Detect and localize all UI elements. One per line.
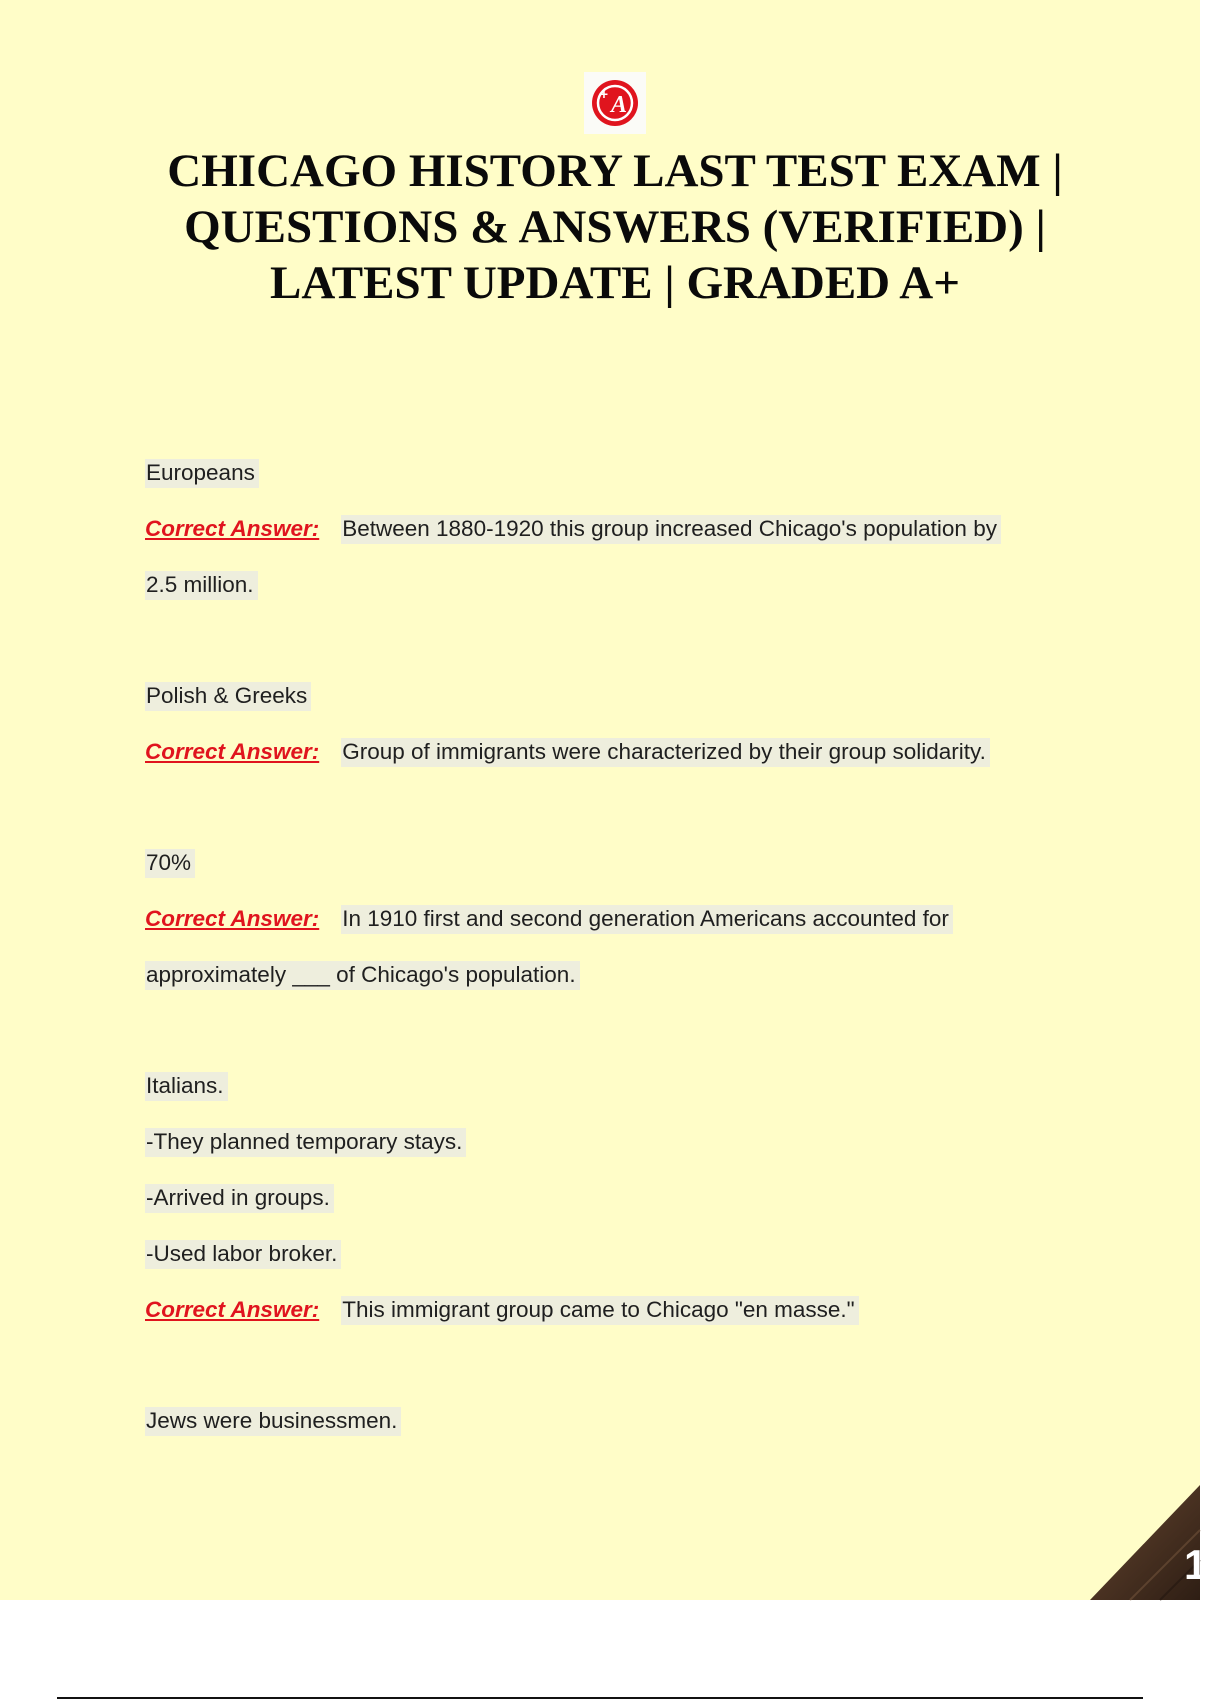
- answer-text: 2.5 million.: [145, 571, 258, 600]
- answer-text: This immigrant group came to Chicago "en masse.": [341, 1296, 858, 1325]
- question-line: [145, 1226, 1075, 1282]
- question-text: Jews were businessmen.: [145, 1407, 401, 1436]
- answer-text: approximately ___ of Chicago's population.: [145, 961, 580, 990]
- answer-line: [145, 724, 1075, 780]
- a-plus-badge-icon: [584, 72, 646, 134]
- question-text: 70%: [145, 849, 195, 878]
- answer-text: Between 1880-1920 this group increased Chicago's population by: [341, 515, 1001, 544]
- answer-line: [145, 891, 1075, 947]
- svg-text:+: +: [599, 86, 609, 102]
- question-line: [145, 668, 1075, 724]
- answer-line: [145, 501, 1075, 557]
- question-line: [145, 1393, 1075, 1449]
- correct-answer-label: Correct Answer:: [145, 739, 320, 764]
- question-line: [145, 835, 1075, 891]
- question-line: [145, 1058, 1075, 1114]
- item-separator: [145, 613, 1075, 668]
- item-separator: [145, 1003, 1075, 1058]
- question-text: -They planned temporary stays.: [145, 1128, 466, 1157]
- correct-answer-label: Correct Answer:: [145, 906, 320, 931]
- question-text: -Arrived in groups.: [145, 1184, 334, 1213]
- item-separator: [145, 1338, 1075, 1393]
- title-line: LATEST UPDATE | GRADED A+: [269, 257, 961, 309]
- question-line: [145, 1170, 1075, 1226]
- answer-line: [145, 947, 1075, 1003]
- title-line: QUESTIONS & ANSWERS (VERIFIED) |: [184, 201, 1046, 253]
- qa-list: [145, 445, 1075, 1449]
- question-text: Italians.: [145, 1072, 228, 1101]
- answer-line: [145, 557, 1075, 613]
- question-line: [145, 1114, 1075, 1170]
- answer-text: Group of immigrants were characterized by their group solidarity.: [341, 738, 990, 767]
- question-line: [145, 445, 1075, 501]
- answer-text: In 1910 first and second generation Americans accounted for: [341, 905, 953, 934]
- page-number: 1: [1184, 1541, 1207, 1588]
- document-title: [100, 143, 1130, 311]
- item-separator: [145, 780, 1075, 835]
- question-text: Europeans: [145, 459, 259, 488]
- question-text: Polish & Greeks: [145, 682, 311, 711]
- svg-text:A: A: [610, 92, 628, 118]
- correct-answer-label: Correct Answer:: [145, 516, 320, 541]
- title-line: CHICAGO HISTORY LAST TEST EXAM |: [167, 145, 1063, 197]
- answer-line: [145, 1282, 1075, 1338]
- footer-rule: [57, 1697, 1143, 1699]
- question-text: -Used labor broker.: [145, 1240, 341, 1269]
- correct-answer-label: Correct Answer:: [145, 1297, 320, 1322]
